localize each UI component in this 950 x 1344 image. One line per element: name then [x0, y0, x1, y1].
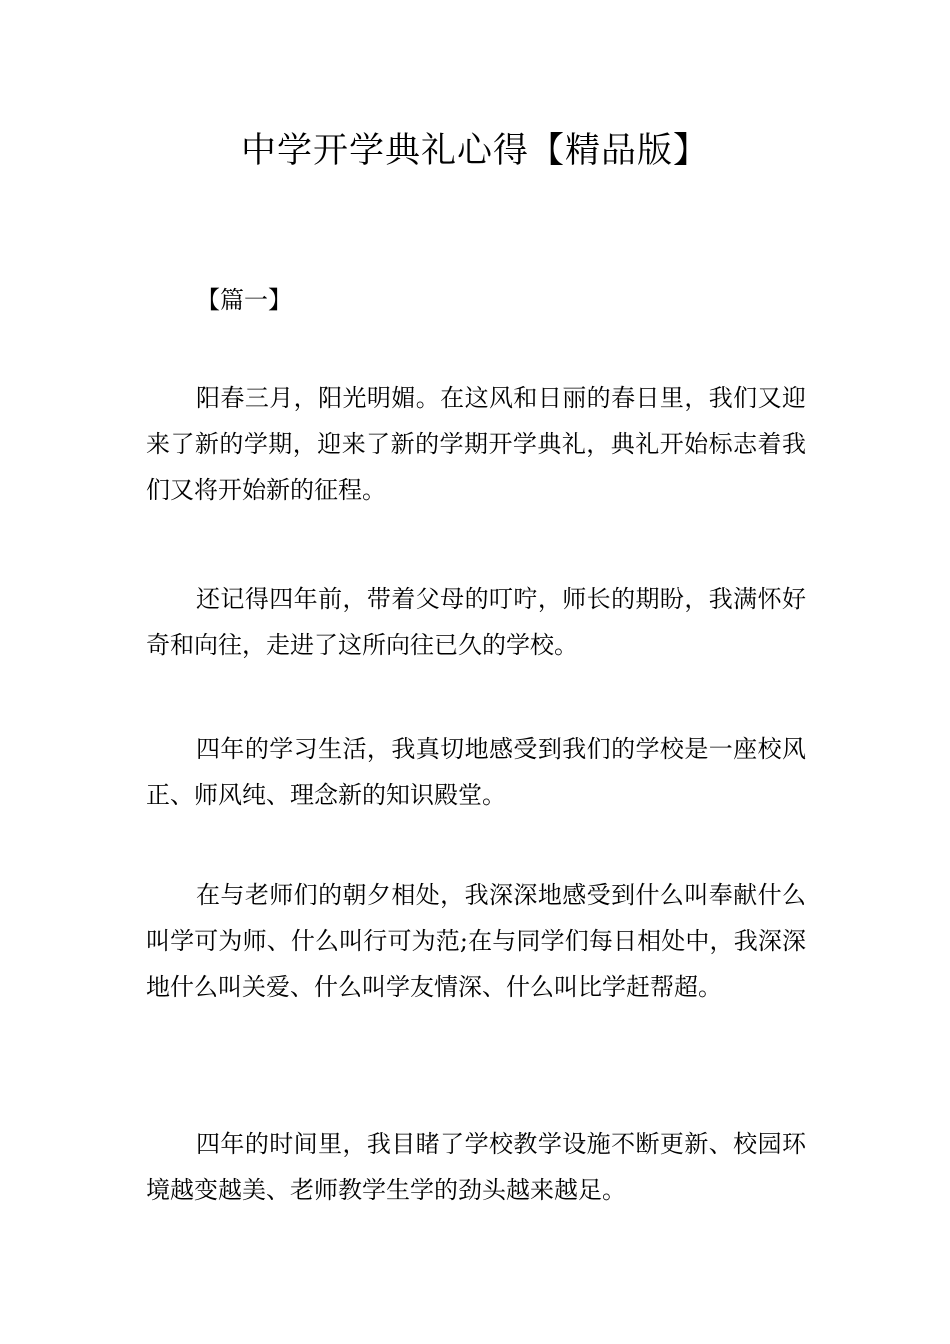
paragraph-5: 四年的时间里，我目睹了学校教学设施不断更新、校园环境越变越美、老师教学生学的劲头越来越足。: [146, 1130, 806, 1204]
paragraph-2: 还记得四年前，带着父母的叮咛，师长的期盼，我满怀好奇和向往，走进了这所向往已久的学校。: [146, 585, 806, 659]
paragraph-4: 在与老师们的朝夕相处，我深深地感受到什么叫奉献什么叫学可为师、什么叫行可为范;在与同学们每日相处中，我深深地什么叫关爱、什么叫学友情深、什么叫比学赶帮超。: [146, 881, 806, 1001]
paragraph-1: 阳春三月，阳光明媚。在这风和日丽的春日里，我们又迎来了新的学期，迎来了新的学期开学典礼，典礼开始标志着我们又将开始新的征程。: [146, 384, 806, 504]
document-title: 中学开学典礼心得【精品版】: [240, 131, 709, 171]
section-label: 【篇一】: [196, 286, 292, 314]
paragraph-3: 四年的学习生活，我真切地感受到我们的学校是一座校风正、师风纯、理念新的知识殿堂。: [146, 735, 806, 809]
